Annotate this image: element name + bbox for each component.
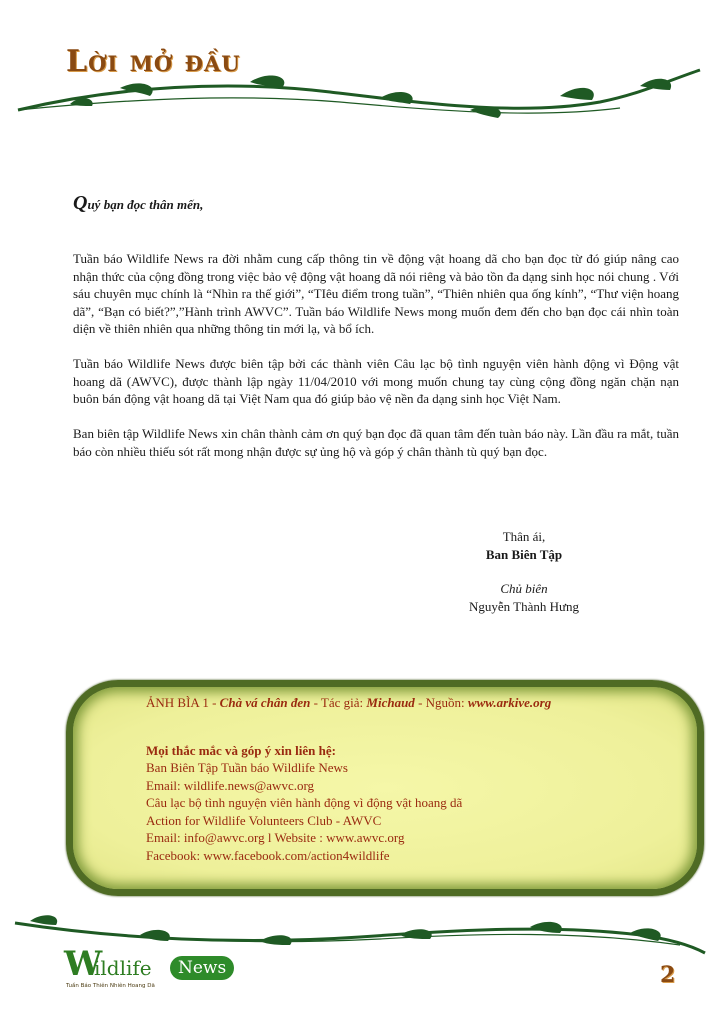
signoff-closing: Thân ái, (502, 529, 546, 544)
signoff-name: Nguyễn Thành Hưng (468, 599, 580, 614)
signoff-role: Chủ biên (500, 581, 548, 596)
top-vine-ornament (0, 58, 723, 128)
greeting: Quý bạn đọc thân mến, (73, 192, 204, 214)
info-box-content (146, 694, 686, 864)
source-link[interactable]: www.arkive.org (467, 695, 552, 710)
signoff (414, 528, 634, 616)
contact-line: Ban Biên Tập Tuần báo Wildlife News (146, 760, 348, 775)
paragraph: Tuần báo Wildlife News được biên tập bởi các thành viên Câu lạc bộ tình nguyện viên hành động vì Động vật hoang dã (AWVC), được thành lập ngày 11/04/2010 với mong muốn chung tay cùng cộng đồng ngăn chặn nạn buôn bán động vật hoang dã tại Việt Nam qua đó giúp bảo vệ nền đa dạng sinh học Việt Nam. (73, 356, 679, 406)
contact-line: Câu lạc bộ tình nguyện viên hành động vì động vật hoang dã (146, 795, 463, 810)
paragraph: Ban biên tập Wildlife News xin chân thành cảm ơn quý bạn đọc đã quan tâm đến tuàn báo này. Lần đầu ra mắt, tuần báo còn nhiều thiếu sót rất mong nhận được sự ủng hộ và góp ý chân thành tù quý bạn đọc. (73, 426, 679, 459)
contact-line: Action for Wildlife Volunteers Club - AWVC (146, 812, 382, 828)
contact-email[interactable]: Email: wildlife.news@awvc.org (146, 777, 315, 793)
contact-header: Mọi thắc mắc và góp ý xin liên hệ: (146, 742, 336, 758)
contact-email-website[interactable]: Email: info@awvc.org l Website : www.awvc.org (146, 830, 405, 845)
contact-facebook[interactable]: Facebook: www.facebook.com/action4wildlife (146, 847, 390, 863)
page-title: Lời mở đầu (66, 44, 241, 79)
intro-body (73, 250, 679, 478)
wildlife-news-logo: W ildlife News Tuần Báo Thiên Nhiên Hoang Dã (64, 952, 234, 992)
page-number: 2 (660, 962, 676, 988)
paragraph: Tuần báo Wildlife News ra đời nhằm cung cấp thông tin về động vật hoang dã cho bạn đọc từ đó giúp nâng cao nhận thức của cộng đồng trong việc bảo vệ động vật hoang dã nói riêng và bảo tồn đa dạng sinh học nói chung . Với sáu chuyên mục chính là “Nhìn ra thế giới”, “TIêu điểm trong tuần”, “Thiên nhiên qua ống kính”, “Thư viện hoang dã”, “Bạn có biết?”,”Hành trình AWVC”. Tuần báo Wildlife News mong muốn đem đến cho bạn đọc cái nhìn toàn diện về thiên nhiên qua những thông tin mới lạ, và bổ ích. (73, 251, 679, 336)
signoff-team: Ban Biên Tập (485, 547, 563, 562)
cover-credit: ẢNH BÌA 1 - Chà vá chân đen - Tác giả: Michaud - Nguồn: www.arkive.org (146, 695, 552, 710)
